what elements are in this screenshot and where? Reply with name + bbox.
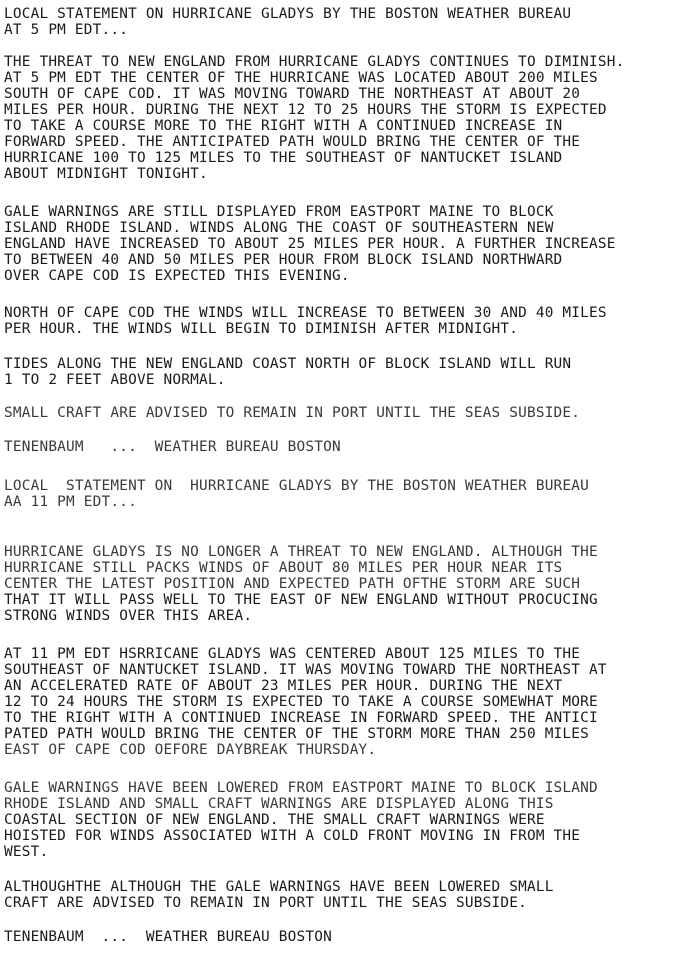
paragraph-line: TO THE RIGHT WITH A CONTINUED INCREASE IN FORWARD SPEED. THE ANTICI bbox=[4, 710, 598, 726]
paragraph-line: TO BETWEEN 40 AND 50 MILES PER HOUR FROM BLOCK ISLAND NORTHWARD bbox=[4, 252, 563, 268]
paragraph-line: COASTAL SECTION OF NEW ENGLAND. THE SMALL CRAFT WARNINGS WERE bbox=[4, 812, 545, 828]
paragraph-line: RHODE ISLAND AND SMALL CRAFT WARNINGS ARE DISPLAYED ALONG THIS bbox=[4, 796, 554, 812]
paragraph-line: HURRICANE 100 TO 125 MILES TO THE SOUTHEAST OF NANTUCKET ISLAND bbox=[4, 150, 563, 166]
signature-line: TENENBAUM ... WEATHER BUREAU BOSTON bbox=[4, 929, 332, 945]
paragraph-line: THAT IT WILL PASS WELL TO THE EAST OF NEW ENGLAND WITHOUT PROCUCING bbox=[4, 592, 598, 608]
bulletin-heading-line: LOCAL STATEMENT ON HURRICANE GLADYS BY THE BOSTON WEATHER BUREAU bbox=[4, 478, 590, 494]
paragraph-line: NORTH OF CAPE COD THE WINDS WILL INCREASE TO BETWEEN 30 AND 40 MILES bbox=[4, 305, 607, 321]
paragraph-line: AN ACCELERATED RATE OF ABOUT 23 MILES PER HOUR. DURING THE NEXT bbox=[4, 678, 563, 694]
bulletin-heading-line: AT 5 PM EDT... bbox=[4, 22, 129, 38]
paragraph-line: HURRICANE STILL PACKS WINDS OF ABOUT 80 MILES PER HOUR NEAR ITS bbox=[4, 560, 563, 576]
paragraph-line: TO TAKE A COURSE MORE TO THE RIGHT WITH A CONTINUED INCREASE IN bbox=[4, 118, 563, 134]
paragraph-line: THE THREAT TO NEW ENGLAND FROM HURRICANE GLADYS CONTINUES TO DIMINISH. bbox=[4, 54, 625, 70]
paragraph-line: 1 TO 2 FEET ABOVE NORMAL. bbox=[4, 372, 226, 388]
paragraph-line: ISLAND RHODE ISLAND. WINDS ALONG THE COAST OF SOUTHEASTERN NEW bbox=[4, 220, 554, 236]
paragraph-line: TIDES ALONG THE NEW ENGLAND COAST NORTH OF BLOCK ISLAND WILL RUN bbox=[4, 356, 572, 372]
paragraph-line: PATED PATH WOULD BRING THE CENTER OF THE STORM MORE THAN 250 MILES bbox=[4, 726, 590, 742]
paragraph-line: MILES PER HOUR. DURING THE NEXT 12 TO 25 HOURS THE STORM IS EXPECTED bbox=[4, 102, 607, 118]
paragraph-line: SMALL CRAFT ARE ADVISED TO REMAIN IN PORT UNTIL THE SEAS SUBSIDE. bbox=[4, 405, 581, 421]
paragraph-line: HURRICANE GLADYS IS NO LONGER A THREAT TO NEW ENGLAND. ALTHOUGH THE bbox=[4, 544, 598, 560]
paragraph-line: GALE WARNINGS HAVE BEEN LOWERED FROM EASTPORT MAINE TO BLOCK ISLAND bbox=[4, 780, 598, 796]
paragraph-line: AT 11 PM EDT HSRRICANE GLADYS WAS CENTERED ABOUT 125 MILES TO THE bbox=[4, 646, 581, 662]
paragraph-line: HOISTED FOR WINDS ASSOCIATED WITH A COLD FRONT MOVING IN FROM THE bbox=[4, 828, 581, 844]
paragraph-line: PER HOUR. THE WINDS WILL BEGIN TO DIMINISH AFTER MIDNIGHT. bbox=[4, 321, 519, 337]
paragraph-line: CRAFT ARE ADVISED TO REMAIN IN PORT UNTIL THE SEAS SUBSIDE. bbox=[4, 895, 527, 911]
paragraph-line: CENTER THE LATEST POSITION AND EXPECTED PATH OFTHE STORM ARE SUCH bbox=[4, 576, 581, 592]
paragraph-line: 12 TO 24 HOURS THE STORM IS EXPECTED TO TAKE A COURSE SOMEWHAT MORE bbox=[4, 694, 598, 710]
paragraph-line: STRONG WINDS OVER THIS AREA. bbox=[4, 608, 253, 624]
paragraph-line: OVER CAPE COD IS EXPECTED THIS EVENING. bbox=[4, 268, 350, 284]
paragraph-line: SOUTHEAST OF NANTUCKET ISLAND. IT WAS MOVING TOWARD THE NORTHEAST AT bbox=[4, 662, 607, 678]
paragraph-line: WEST. bbox=[4, 844, 49, 860]
paragraph-line: FORWARD SPEED. THE ANTICIPATED PATH WOULD BRING THE CENTER OF THE bbox=[4, 134, 581, 150]
paragraph-line: EAST OF CAPE COD OEFORE DAYBREAK THURSDAY. bbox=[4, 742, 377, 758]
paragraph-line: ENGLAND HAVE INCREASED TO ABOUT 25 MILES PER HOUR. A FURTHER INCREASE bbox=[4, 236, 616, 252]
paragraph-line: ABOUT MIDNIGHT TONIGHT. bbox=[4, 166, 208, 182]
paragraph-line: AT 5 PM EDT THE CENTER OF THE HURRICANE WAS LOCATED ABOUT 200 MILES bbox=[4, 70, 598, 86]
bulletin-heading-line: AA 11 PM EDT... bbox=[4, 494, 137, 510]
bulletin-heading-line: LOCAL STATEMENT ON HURRICANE GLADYS BY THE BOSTON WEATHER BUREAU bbox=[4, 6, 572, 22]
paragraph-line: SOUTH OF CAPE COD. IT WAS MOVING TOWARD THE NORTHEAST AT ABOUT 20 bbox=[4, 86, 581, 102]
paragraph-line: ALTHOUGHTHE ALTHOUGH THE GALE WARNINGS HAVE BEEN LOWERED SMALL bbox=[4, 879, 554, 895]
signature-line: TENENBAUM ... WEATHER BUREAU BOSTON bbox=[4, 439, 341, 455]
paragraph-line: GALE WARNINGS ARE STILL DISPLAYED FROM EASTPORT MAINE TO BLOCK bbox=[4, 204, 554, 220]
